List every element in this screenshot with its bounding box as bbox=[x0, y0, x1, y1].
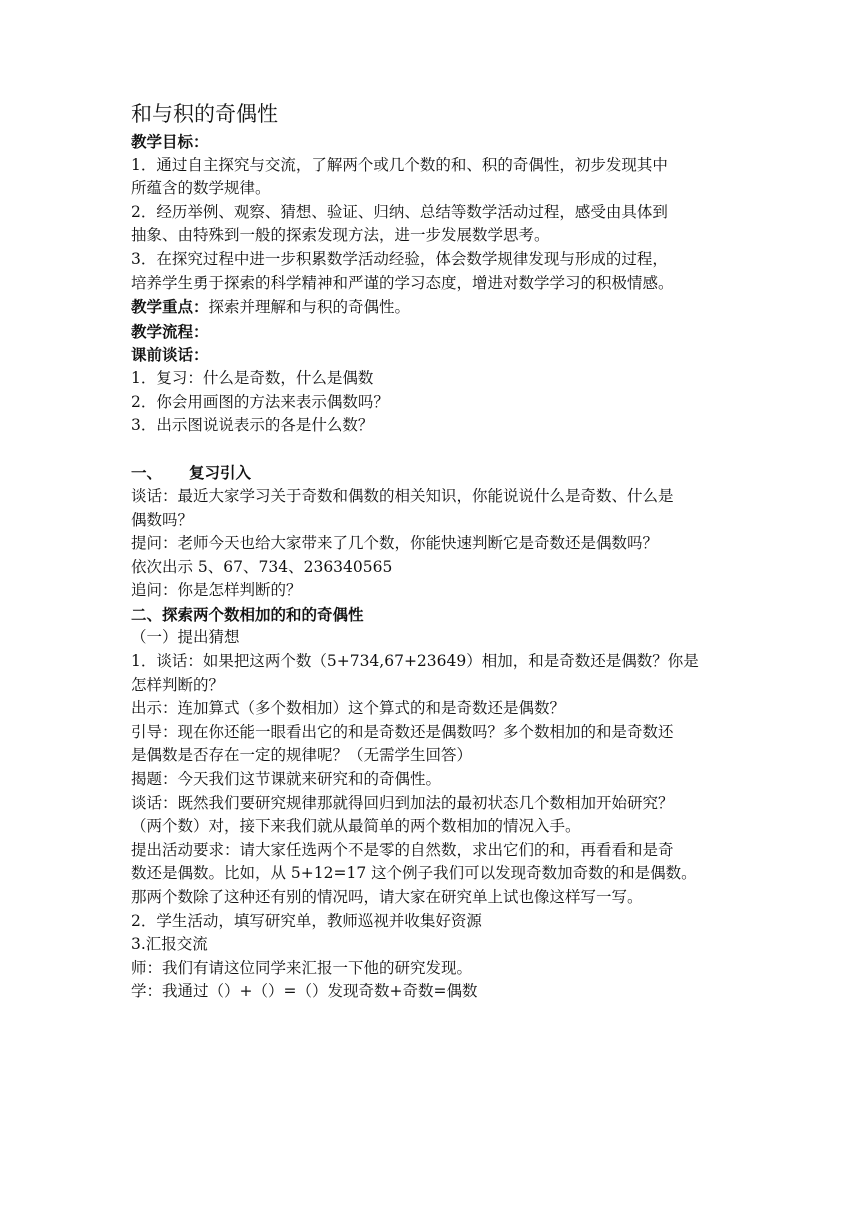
section2-line: 数还是偶数。比如，从 5+12=17 这个例子我们可以发现奇数加奇数的和是偶数。 bbox=[131, 864, 697, 883]
section2-line: 是偶数是否存在一定的规律呢？（无需学生回答） bbox=[131, 746, 473, 765]
section1-line: 提问：老师今天也给大家带来了几个数，你能快速判断它是奇数还是偶数吗？ bbox=[131, 534, 659, 553]
section1-line: 偶数吗？ bbox=[131, 510, 194, 529]
document-title: 和与积的奇偶性 bbox=[131, 102, 278, 126]
section2-line: 2．学生活动，填写研究单，教师巡视并收集好资源 bbox=[131, 911, 482, 930]
section2-line: 1．谈话：如果把这两个数（5+734,67+23649）相加，和是奇数还是偶数？你是 bbox=[131, 652, 699, 671]
objective-line: 抽象、由特殊到一般的探索发现方法，进一步发展数学思考。 bbox=[131, 226, 550, 245]
section2-line: 提出活动要求：请大家任选两个不是零的自然数，求出它们的和，再看看和是奇 bbox=[131, 840, 674, 859]
key-point-label: 教学重点： bbox=[131, 297, 209, 317]
pre-talk-heading: 课前谈话： bbox=[131, 345, 209, 365]
objectives-heading: 教学目标： bbox=[131, 132, 209, 151]
section1-line: 依次出示 5、67、734、236340565 bbox=[131, 557, 393, 576]
pre-talk-line: 3．出示图说说表示的各是什么数？ bbox=[131, 416, 374, 435]
blank-line bbox=[131, 438, 731, 462]
key-point-text: 探索并理解和与积的奇偶性。 bbox=[208, 298, 411, 317]
section2-line: 谈话：既然我们要研究规律那就得回归到加法的最初状态几个数相加开始研究？ bbox=[131, 793, 674, 812]
objective-line: 所蕴含的数学规律。 bbox=[131, 179, 271, 198]
section1-line: 谈话：最近大家学习关于奇数和偶数的相关知识，你能说说什么是奇数、什么是 bbox=[131, 486, 674, 505]
section2-line: 出示：连加算式（多个数相加）这个算式的和是奇数还是偶数？ bbox=[131, 699, 566, 718]
section2-line: （一）提出猜想 bbox=[131, 628, 240, 647]
section1-line: 追问：你是怎样判断的？ bbox=[131, 581, 302, 600]
objective-line: 3．在探究过程中进一步积累数学活动经验，体会数学规律发现与形成的过程， bbox=[131, 249, 668, 268]
pre-talk-line: 2．你会用画图的方法来表示偶数吗？ bbox=[131, 392, 389, 411]
section2-line: 引导：现在你还能一眼看出它的和是奇数还是偶数吗？多个数相加的和是奇数还 bbox=[131, 722, 674, 741]
pre-talk-line: 1．复习：什么是奇数，什么是偶数 bbox=[131, 368, 374, 387]
section2-line: 怎样判断的？ bbox=[131, 675, 225, 694]
section1-number: 一、 bbox=[131, 463, 163, 483]
process-heading: 教学流程： bbox=[131, 321, 209, 341]
section2-line: 3.汇报交流 bbox=[131, 935, 208, 954]
section2-line: 学：我通过（）+（）=（）发现奇数+奇数=偶数 bbox=[131, 982, 478, 1001]
objective-line: 培养学生勇于探索的科学精神和严谨的学习态度，增进对数学学习的积极情感。 bbox=[131, 273, 674, 292]
section2-heading: 二、探索两个数相加的和的奇偶性 bbox=[131, 604, 364, 624]
section2-line: （两个数）对，接下来我们就从最简单的两个数相加的情况入手。 bbox=[131, 817, 581, 836]
section1-heading bbox=[131, 461, 731, 485]
section1-title: 复习引入 bbox=[189, 463, 252, 483]
section2-line: 那两个数除了这种还有别的情况吗，请大家在研究单上试也像这样写一写。 bbox=[131, 888, 643, 906]
key-point bbox=[131, 295, 731, 320]
objective-line: 1．通过自主探究与交流，了解两个或几个数的和、积的奇偶性，初步发现其中 bbox=[131, 155, 668, 174]
document-page bbox=[131, 98, 731, 1004]
section2-line: 揭题：今天我们这节课就来研究和的奇偶性。 bbox=[131, 770, 442, 789]
section2-line: 师：我们有请这位同学来汇报一下他的研究发现。 bbox=[131, 958, 473, 977]
objective-line: 2．经历举例、观察、猜想、验证、归纳、总结等数学活动过程，感受由具体到 bbox=[131, 202, 668, 221]
